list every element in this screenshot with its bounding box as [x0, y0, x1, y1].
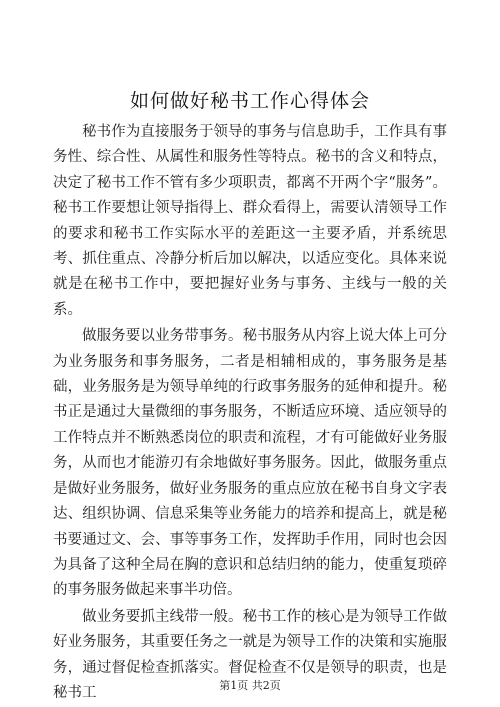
paragraph-3: 做业务要抓主线带一般。秘书工作的核心是为领导工作做好业务服务，其重要任务之一就是为领导工作的决策和实施服务，通过督促检查抓落实。督促检查不仅是领导的职责，也是秘书工 [53, 608, 447, 701]
page-number-footer: 第1页 共2页 [219, 679, 281, 692]
document-title: 如何做好秘书工作心得体会 [129, 90, 370, 112]
paragraph-2: 做服务要以业务带事务。秘书服务从内容上说大体上可分为业务服务和事务服务，二者是相辅相成的，事务服务是基础，业务服务是为领导单纯的行政事务服务的延伸和提升。秘书正是通过大量微细的事务服务，不断适应环境、适应领导的工作特点并不断熟悉岗位的职责和流程，才有可能做好业务服务，从而也才能游刃有余地做好事务服务。因此，做服务重点是做好业务服务，做好业务服务的重点应放在秘书自身文字表达、组织协调、信息采集等业务能力的培养和提高上，就是秘书要通过文、会、事等事务工作，发挥助手作用，同时也会因为具备了这种全局在胸的意识和总结归纳的能力，使重复琐碎的事务服务做起来事半功倍。 [53, 328, 447, 599]
document-body [53, 120, 447, 707]
paragraph-1: 秘书作为直接服务于领导的事务与信息助手，工作具有事务性、综合性、从属性和服务性等特点。秘书的含义和特点，决定了秘书工作不管有多少项职责，都离不开两个字“服务”。秘书工作要想让领导指得上、群众看得上，需要认清领导工作的要求和秘书工作实际水平的差距这一主要矛盾，并系统思考、抓住重点、冷静分析后加以解决，以适应变化。具体来说就是在秘书工作中，要把握好业务与事务、主线与一般的关系。 [53, 124, 447, 318]
